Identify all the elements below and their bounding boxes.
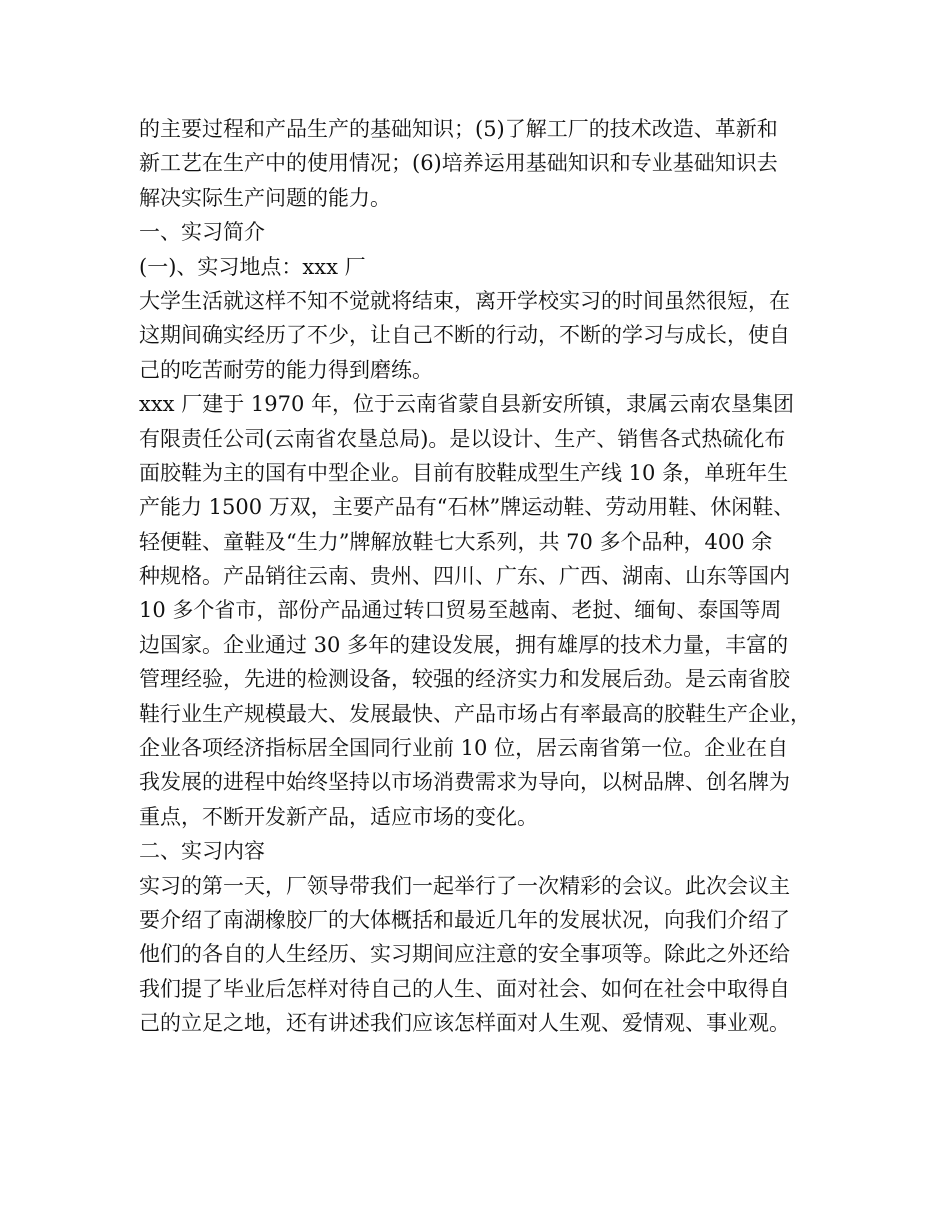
text-line: 鞋行业生产规模最大、发展最快、产品市场占有率最高的胶鞋生产企业，: [139, 701, 811, 726]
text-line: 重点，不断开发新产品，适应市场的变化。: [139, 804, 538, 829]
text-line: 企业各项经济指标居全国同行业前 10 位，居云南省第一位。企业在自: [139, 736, 789, 761]
text-line: 的主要过程和产品生产的基础知识；(5)了解工厂的技术改造、革新和: [139, 117, 778, 141]
text-line: 管理经验，先进的检测设备，较强的经济实力和发展后劲。是云南省胶: [139, 667, 790, 692]
text-line: 面胶鞋为主的国有中型企业。目前有胶鞋成型生产线 10 条，单班年生: [139, 460, 789, 485]
text-line: 大学生活就这样不知不觉就将结束，离开学校实习的时间虽然很短，在: [139, 288, 790, 313]
section-heading: 二、实习内容: [139, 839, 265, 864]
body-text: [139, 112, 829, 1041]
text-line: 产能力 1500 万双，主要产品有“石林”牌运动鞋、劳动用鞋、休闲鞋、: [139, 495, 795, 520]
text-line: 轻便鞋、童鞋及“生力”牌解放鞋七大系列，共 70 多个品种，400 余: [139, 529, 773, 554]
text-line: 实习的第一天，厂领导带我们一起举行了一次精彩的会议。此次会议主: [139, 873, 790, 898]
text-line: 他们的各自的人生经历、实习期间应注意的安全事项等。除此之外还给: [139, 942, 790, 967]
text-line: 边国家。企业通过 30 多年的建设发展，拥有雄厚的技术力量，丰富的: [139, 632, 789, 657]
text-line: 有限责任公司(云南省农垦总局)。是以设计、生产、销售各式热硫化布: [139, 426, 786, 451]
text-line: 要介绍了南湖橡胶厂的大体概括和最近几年的发展状况，向我们介绍了: [139, 907, 790, 932]
text-line: 我发展的进程中始终坚持以市场消费需求为导向，以树品牌、创名牌为: [139, 770, 790, 795]
text-line: 10 多个省市，部份产品通过转口贸易至越南、老挝、缅甸、泰国等周: [139, 598, 782, 623]
subsection-heading: (一)、实习地点：xxx 厂: [139, 254, 366, 279]
text-line: 种规格。产品销往云南、贵州、四川、广东、广西、湖南、山东等国内: [139, 564, 790, 589]
text-line: 新工艺在生产中的使用情况；(6)培养运用基础知识和专业基础知识去: [139, 151, 778, 176]
text-line: 己的吃苦耐劳的能力得到磨练。: [139, 357, 433, 382]
text-line: xxx 厂建于 1970 年，位于云南省蒙自县新安所镇，隶属云南农垦集团: [139, 392, 794, 417]
text-line: 己的立足之地，还有讲述我们应该怎样面对人生观、爱情观、事业观。: [139, 1011, 790, 1036]
text-line: 我们提了毕业后怎样对待自己的人生、面对社会、如何在社会中取得自: [139, 976, 790, 1001]
text-line: 解决实际生产问题的能力。: [139, 185, 391, 210]
section-heading: 一、实习简介: [139, 220, 265, 245]
text-line: 这期间确实经历了不少，让自己不断的行动，不断的学习与成长，使自: [139, 323, 790, 348]
